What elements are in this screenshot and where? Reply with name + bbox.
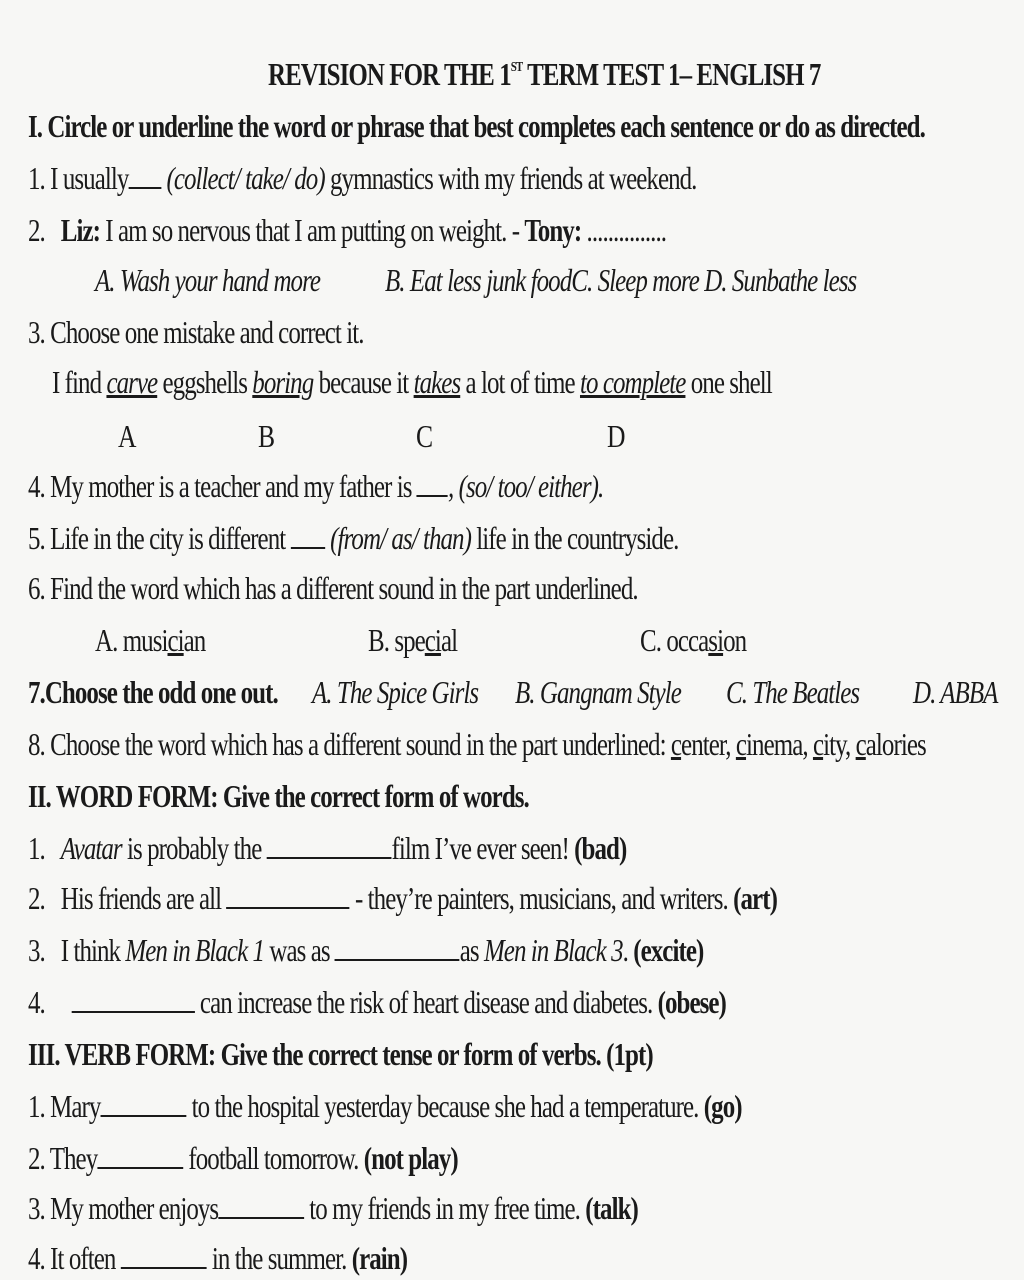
q3-label-d: D (607, 418, 626, 454)
answer-blank[interactable] (218, 1193, 304, 1219)
question-6-instruction: 6. Find the word which has a different sound in the part underlined. (28, 570, 638, 606)
answer-blank[interactable] (128, 163, 161, 189)
word-form-4: 4. can increase the risk of heart disease and diabetes. (obese) (28, 984, 726, 1020)
q6-option-b[interactable]: B. special (368, 622, 458, 658)
q2-option-a[interactable]: A. Wash your hand more (95, 262, 321, 298)
section-3-heading: III. VERB FORM: Give the correct tense or form of verbs. (1pt) (28, 1036, 653, 1072)
q7-option-c[interactable]: C. The Beatles (726, 674, 860, 710)
word-form-3: 3. I think Men in Black 1 was as as Men in Black 3. (excite) (28, 932, 704, 968)
verb-form-2: 2. They football tomorrow. (not play) (28, 1140, 458, 1176)
section-1-heading: I. Circle or underline the word or phrase that best completes each sentence or do as directed. (28, 108, 925, 144)
q2-option-b-c-d (385, 262, 856, 299)
q6-option-a[interactable]: A. musician (95, 622, 206, 658)
answer-blank[interactable] (335, 935, 460, 961)
section-2-heading: II. WORD FORM: Give the correct form of words. (28, 778, 529, 814)
q7-option-b[interactable]: B. Gangnam Style (515, 674, 681, 710)
answer-blank[interactable] (267, 833, 392, 859)
q3-part-d[interactable]: to complete (579, 364, 686, 400)
q2-option-d[interactable]: D. Sunbathe less (704, 262, 857, 298)
word-form-1: 1. Avatar is probably the film I’ve ever seen! (bad) (28, 830, 627, 866)
q2-option-b[interactable]: B. Eat less junk food (385, 262, 572, 298)
q3-part-b[interactable]: boring (252, 364, 314, 400)
question-7-label: 7.Choose the odd one out. (28, 674, 278, 710)
word-form-2: 2. His friends are all - they’re painters, musicians, and writers. (art) (28, 880, 777, 916)
question-3-instruction: 3. Choose one mistake and correct it. (28, 314, 364, 350)
answer-blank[interactable] (417, 471, 448, 497)
question-5: 5. Life in the city is different (from/ as/ than) life in the countryside. (28, 520, 679, 556)
q2-option-c[interactable]: C. Sleep more (571, 262, 699, 298)
answer-blank[interactable] (291, 523, 325, 549)
question-3-sentence: I find carve eggshells boring because it takes a lot of time to complete one shell (52, 364, 772, 400)
q7-option-d[interactable]: D. ABBA (913, 674, 998, 710)
answer-blank[interactable] (121, 1243, 207, 1269)
verb-form-3: 3. My mother enjoys to my friends in my free time. (talk) (28, 1190, 638, 1226)
q3-part-a[interactable]: carve (106, 364, 158, 400)
answer-blank[interactable] (100, 1091, 186, 1117)
question-8: 8. Choose the word which has a different sound in the part underlined: center, cinema, city, calories (28, 726, 926, 762)
q3-part-c[interactable]: takes (413, 364, 461, 400)
question-1: 1. I usually (collect/ take/ do) gymnastics with my friends at weekend. (28, 160, 697, 196)
q3-label-a: A (118, 418, 137, 454)
q7-option-a[interactable]: A. The Spice Girls (312, 674, 479, 710)
question-2: 2. Liz: I am so nervous that I am putting on weight. - Tony: ............... (28, 212, 667, 248)
verb-form-1: 1. Mary to the hospital yesterday because she had a temperature. (go) (28, 1088, 742, 1124)
verb-form-4: 4. It often in the summer. (rain) (28, 1240, 408, 1276)
page-title: REVISION FOR THE 1ST TERM TEST 1– ENGLISH 7 (268, 56, 821, 92)
answer-blank[interactable] (226, 883, 349, 909)
answer-blank[interactable] (71, 987, 194, 1013)
q3-label-b: B (258, 418, 276, 454)
answer-blank[interactable] (97, 1143, 183, 1169)
q6-option-c[interactable]: C. occasion (640, 622, 747, 658)
q3-label-c: C (416, 418, 434, 454)
question-4: 4. My mother is a teacher and my father is , (so/ too/ either). (28, 468, 604, 504)
